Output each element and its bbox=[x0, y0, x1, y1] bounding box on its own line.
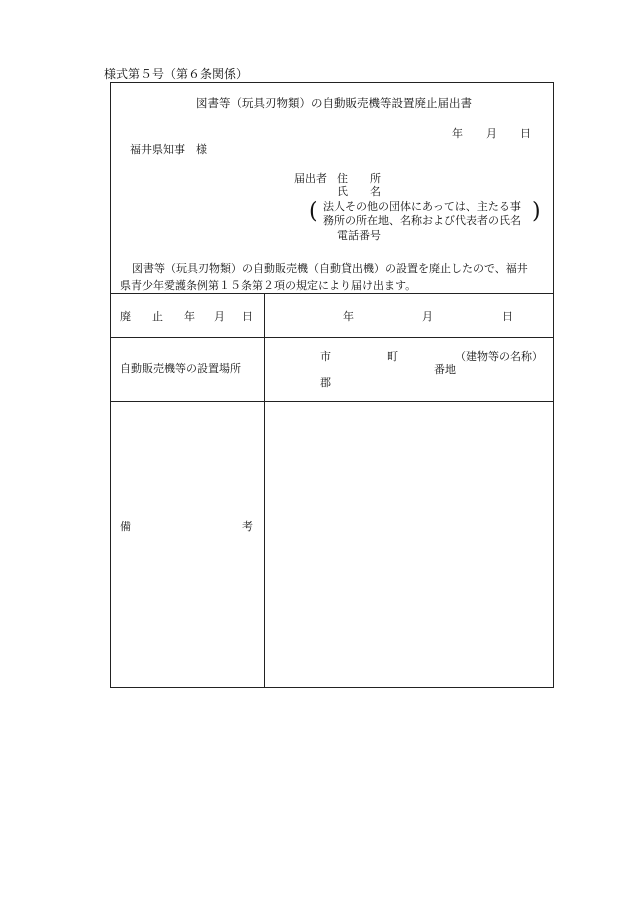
date-day: 日 bbox=[520, 127, 531, 140]
remarks-field[interactable] bbox=[266, 403, 552, 686]
row1-label-char2: 止 bbox=[152, 310, 163, 323]
form-number: 様式第５号（第６条関係） bbox=[104, 67, 249, 81]
table-column-divider bbox=[264, 293, 265, 688]
left-bracket: ( bbox=[309, 199, 318, 224]
right-bracket: ) bbox=[532, 199, 541, 224]
corporate-note-line2: 務所の所在地、名称および代表者の氏名 bbox=[323, 214, 521, 227]
body-text-line2: 県青少年愛護条例第１５条第２項の規定により届け出ます。 bbox=[120, 279, 417, 292]
row1-value-month: 月 bbox=[422, 310, 433, 323]
table-top-line bbox=[110, 293, 554, 294]
row1-label-char1: 廃 bbox=[120, 310, 131, 323]
date-year: 年 bbox=[452, 127, 463, 140]
row3-label-char1: 備 bbox=[120, 520, 131, 533]
location-city: 市 bbox=[320, 350, 331, 363]
phone-label: 電話番号 bbox=[337, 229, 381, 242]
row1-label-char5: 日 bbox=[242, 310, 253, 323]
address-label: 住 所 bbox=[337, 172, 381, 185]
location-county: 郡 bbox=[320, 376, 331, 389]
location-town: 町 bbox=[387, 350, 398, 363]
location-lot: 番地 bbox=[434, 363, 456, 376]
row2-bottom-line bbox=[110, 401, 554, 402]
form-title: 図書等（玩具刃物類）の自動販売機等設置廃止届出書 bbox=[196, 96, 472, 110]
location-building: （建物等の名称） bbox=[455, 350, 543, 363]
date-month: 月 bbox=[486, 127, 497, 140]
applicant-label: 届出者 bbox=[294, 172, 327, 185]
row1-label-char3: 年 bbox=[184, 310, 195, 323]
body-text-line1: 図書等（玩具刃物類）の自動販売機（自動貸出機）の設置を廃止したので、福井 bbox=[132, 262, 528, 275]
row1-value-day: 日 bbox=[502, 310, 513, 323]
row1-value-year: 年 bbox=[343, 310, 354, 323]
row2-label: 自動販売機等の設置場所 bbox=[120, 362, 241, 375]
row1-label-char4: 月 bbox=[214, 310, 225, 323]
row1-bottom-line bbox=[110, 337, 554, 338]
name-label: 氏 名 bbox=[337, 185, 381, 198]
addressee: 福井県知事 様 bbox=[130, 143, 207, 156]
row3-label-char2: 考 bbox=[242, 520, 253, 533]
corporate-note-line1: 法人その他の団体にあっては、主たる事 bbox=[323, 200, 521, 213]
